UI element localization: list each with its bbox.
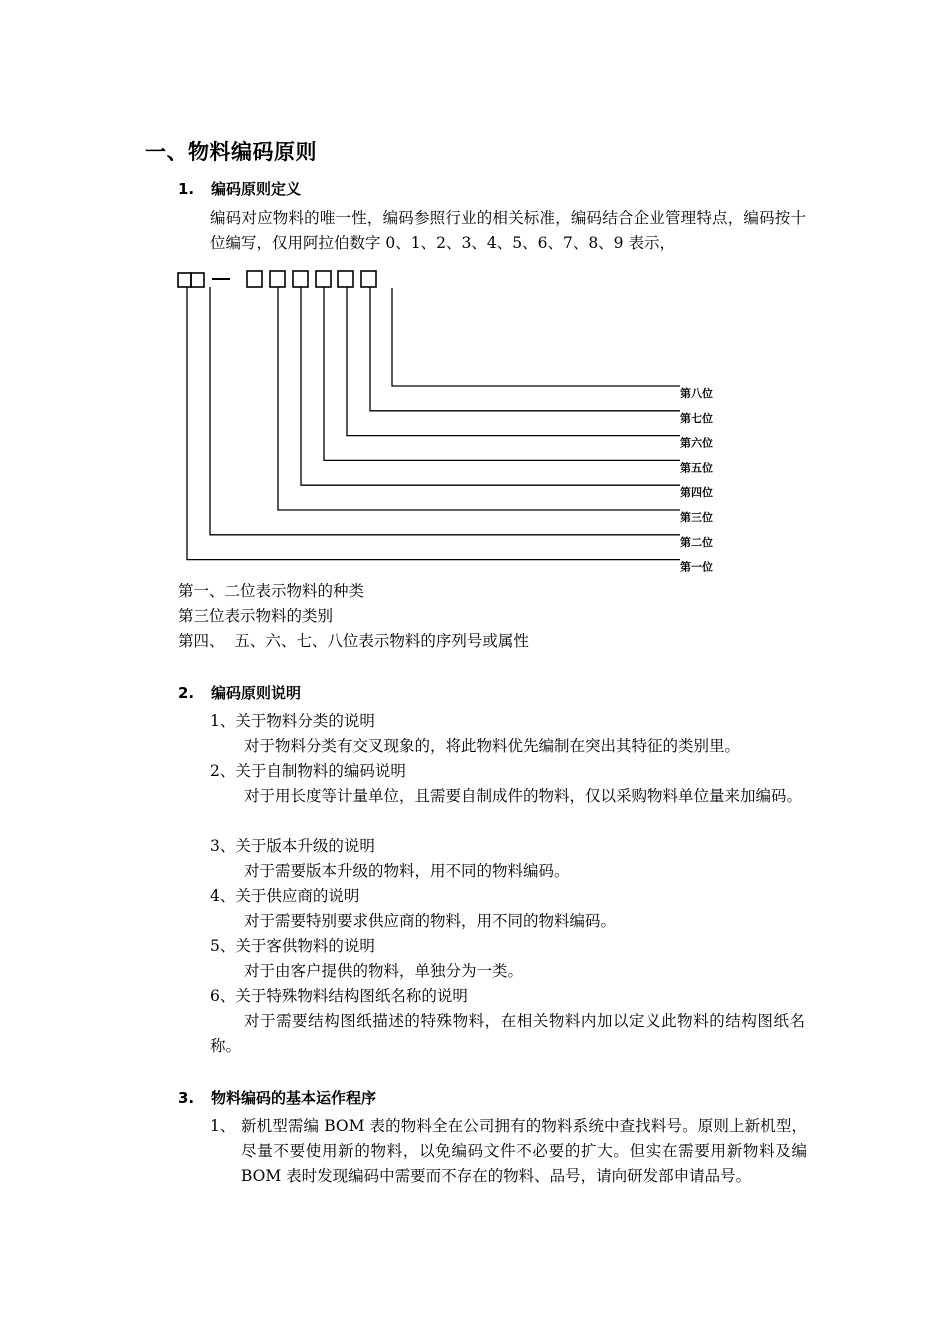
section-title: 一、物料编码原则 <box>145 140 317 164</box>
subsection-1-heading <box>178 178 301 199</box>
digit-box-7 <box>338 271 353 287</box>
rule-4-body: 对于需要特别要求供应商的物料，用不同的物料编码。 <box>244 912 617 930</box>
subsection-2-number: 2. <box>178 684 195 702</box>
digit-position-label: 第七位 <box>680 411 713 425</box>
subsection-3-title: 物料编码的基本运作程序 <box>211 1089 377 1107</box>
digit-position-label: 第一位 <box>680 560 713 574</box>
subsection-2-heading <box>178 682 301 703</box>
digit-box-2 <box>191 273 204 287</box>
digit-position-label: 第二位 <box>680 535 713 549</box>
leader-line-8 <box>187 287 680 560</box>
procedure-1-body: 新机型需编 BOM 表的物料全在公司拥有的物料系统中查找料号。原则上新机型，尽量不要使用新的物料，以免编码文件不必要的扩大。但实在需要用新物料及编 BOM 表时发现编码中需要而不存在的物料、品号，请向研发部申请品号。 <box>241 1117 807 1185</box>
digit-box-1 <box>178 273 191 287</box>
digit-note-3: 第四、 五、六、七、八位表示物料的序列号或属性 <box>178 632 529 650</box>
digit-note-2: 第三位表示物料的类别 <box>178 607 334 625</box>
subsection-1-number: 1. <box>178 180 195 198</box>
digit-box-8 <box>361 271 376 287</box>
rule-2-body: 对于用长度等计量单位，且需要自制成件的物料，仅以采购物料单位量来加编码。 <box>244 787 803 805</box>
rule-4-label: 4、关于供应商的说明 <box>210 887 360 905</box>
rule-5-label: 5、关于客供物料的说明 <box>210 937 375 955</box>
subsection-3-number: 3. <box>178 1089 195 1107</box>
procedure-1-number: 1、 <box>210 1117 236 1135</box>
subsection-1-title: 编码原则定义 <box>211 180 302 198</box>
rule-3-body: 对于需要版本升级的物料，用不同的物料编码。 <box>244 862 570 880</box>
subsection-3-heading <box>178 1087 376 1108</box>
digit-position-label: 第三位 <box>680 511 713 524</box>
leader-line-3 <box>347 287 680 436</box>
subsection-2-title: 编码原则说明 <box>211 684 302 702</box>
leader-line-4 <box>324 287 680 460</box>
rule-1-label: 1、关于物料分类的说明 <box>210 712 375 730</box>
digit-box-6 <box>316 271 331 287</box>
rule-6-body: 对于需要结构图纸描述的特殊物料，在相关物料内加以定义此物料的结构图纸名称。 <box>210 1012 805 1055</box>
digit-position-label: 第六位 <box>680 436 713 450</box>
digit-box-3 <box>247 271 262 287</box>
leader-line-2 <box>370 287 680 411</box>
code-structure-diagram <box>170 262 740 582</box>
digit-position-label: 第四位 <box>680 486 713 500</box>
rule-1-body: 对于物料分类有交叉现象的，将此物料优先编制在突出其特征的类别里。 <box>244 737 741 755</box>
digit-position-label: 第八位 <box>680 387 713 400</box>
rule-3-label: 3、关于版本升级的说明 <box>210 837 375 855</box>
digit-box-4 <box>270 271 285 287</box>
leader-line-1 <box>392 288 680 386</box>
subsection-1-body: 编码对应物料的唯一性，编码参照行业的相关标准，编码结合企业管理特点，编码按十位编写，仅用阿拉伯数字 0、1、2、3、4、5、6、7、8、9 表示， <box>210 209 806 252</box>
leader-line-6 <box>278 287 680 510</box>
rule-5-body: 对于由客户提供的物料，单独分为一类。 <box>244 962 524 980</box>
rule-6-label: 6、关于特殊物料结构图纸名称的说明 <box>210 987 468 1005</box>
digit-note-1: 第一、二位表示物料的种类 <box>178 582 365 600</box>
digit-box-5 <box>293 271 308 287</box>
rule-2-label: 2、关于自制物料的编码说明 <box>210 762 406 780</box>
digit-position-label: 第五位 <box>680 461 713 475</box>
